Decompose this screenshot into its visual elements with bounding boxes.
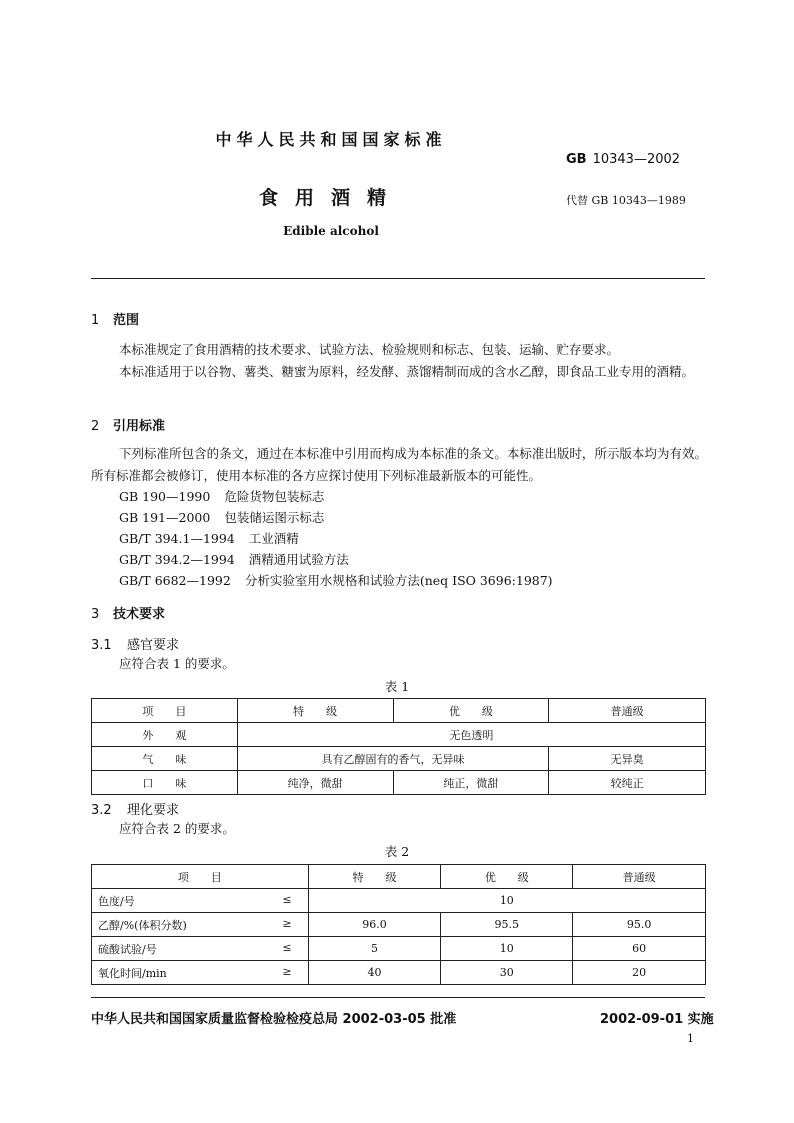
header-cell: 普通级	[573, 865, 706, 889]
value-cell: 95.0	[573, 913, 706, 937]
merged-cell: 具有乙醇固有的香气，无异味	[237, 747, 549, 771]
header-cell: 优 级	[441, 865, 573, 889]
subsection-number: 3.2	[91, 803, 112, 818]
section-title: 范围	[113, 313, 140, 328]
table-2-caption: 表 2	[384, 844, 410, 859]
paragraph-text: 本标准规定了食用酒精的技术要求、试验方法、检验规则和标志、包装、运输、贮存要求。	[119, 342, 620, 357]
effective-date: 2002-09-01 实施	[600, 1012, 714, 1027]
section-number: 2	[91, 419, 100, 434]
table-1-caption: 表 1	[384, 679, 410, 694]
reference-item	[119, 487, 324, 505]
table-header-row	[92, 865, 706, 889]
section-title: 引用标准	[113, 419, 166, 434]
item-label: 色度/号	[98, 894, 135, 908]
issuing-organization: 中华人民共和国国家标准	[215, 130, 447, 149]
header-cell: 项 目	[92, 699, 238, 723]
reference-title: 分析实验室用水规格和试验方法(neq ISO 3696:1987)	[244, 573, 553, 588]
section-title: 技术要求	[113, 607, 166, 622]
merged-cell: 无色透明	[237, 723, 705, 747]
gb-number: 10343—2002	[592, 152, 681, 167]
section-3-heading	[91, 603, 165, 622]
header-cell: 特 级	[237, 699, 393, 723]
approval-statement: 中华人民共和国国家质量监督检验检疫总局 2002-03-05 批准	[91, 1012, 457, 1027]
table-header-row	[92, 699, 706, 723]
merged-cell: 10	[308, 889, 705, 913]
table-row	[92, 961, 706, 985]
item-cell	[92, 937, 309, 961]
value-cell: 纯正，微甜	[393, 771, 549, 795]
reference-code: GB/T 394.2—1994	[119, 552, 235, 567]
item-label: 乙醇/%(体积分数)	[98, 918, 187, 932]
subsection-title: 感官要求	[127, 638, 180, 653]
subsection-number: 3.1	[91, 638, 112, 653]
value-cell: 较纯正	[549, 771, 706, 795]
section-1-heading	[91, 309, 139, 328]
subsection-3-1-text: 应符合表 1 的要求。	[119, 656, 235, 671]
replaces-standard: 代替 GB 10343—1989	[566, 194, 686, 207]
section-2-heading	[91, 415, 165, 434]
value-cell: 96.0	[308, 913, 441, 937]
reference-item	[119, 529, 299, 547]
reference-title: 包装储运图示标志	[224, 510, 325, 525]
item-cell: 口 味	[92, 771, 238, 795]
section-number: 3	[91, 607, 100, 622]
table-row	[92, 913, 706, 937]
section-number: 1	[91, 313, 100, 328]
value-cell: 95.5	[441, 913, 573, 937]
footer-divider	[91, 997, 705, 998]
gb-prefix: GB	[566, 152, 587, 167]
subsection-title: 理化要求	[127, 803, 180, 818]
comparison-symbol: ≥	[282, 964, 292, 978]
value-cell: 60	[573, 937, 706, 961]
value-cell: 纯净，微甜	[237, 771, 393, 795]
table-row	[92, 747, 706, 771]
table-1	[91, 698, 706, 795]
reference-code: GB 191—2000	[119, 510, 211, 525]
subsection-3-2-text: 应符合表 2 的要求。	[119, 821, 235, 836]
paragraph-text: 下列标准所包含的条文，通过在本标准中引用而构成为本标准的条文。本标准出版时，所示版本均为有效。所有标准都会被修订，使用本标准的各方应探讨使用下列标准最新版本的可能性。	[91, 446, 707, 483]
paragraph-text: 本标准适用于以谷物、薯类、糖蜜为原料，经发酵、蒸馏精制而成的含水乙醇，即食品工业专用的酒精。	[119, 364, 695, 379]
header-cell: 普通级	[549, 699, 706, 723]
section-1-paragraph-2	[91, 361, 707, 383]
reference-code: GB/T 6682—1992	[119, 573, 231, 588]
table-2	[91, 864, 706, 985]
item-cell	[92, 961, 309, 985]
reference-item	[119, 571, 553, 589]
header-cell: 项 目	[92, 865, 309, 889]
item-label: 硫酸试验/号	[98, 942, 157, 956]
reference-title: 危险货物包装标志	[224, 489, 325, 504]
subsection-3-1-heading	[91, 634, 179, 653]
value-cell: 无异臭	[549, 747, 706, 771]
item-cell: 外 观	[92, 723, 238, 747]
comparison-symbol: ≤	[282, 940, 292, 954]
section-1-paragraph-1	[91, 339, 707, 361]
item-label: 氧化时间/min	[98, 966, 167, 980]
document-title: 食用酒精	[258, 187, 403, 209]
value-cell: 20	[573, 961, 706, 985]
table-row	[92, 723, 706, 747]
item-cell	[92, 889, 309, 913]
table-row	[92, 937, 706, 961]
reference-item	[119, 508, 324, 526]
table-row	[92, 889, 706, 913]
item-cell	[92, 913, 309, 937]
header-divider	[91, 278, 705, 279]
header-cell: 特 级	[308, 865, 441, 889]
reference-code: GB/T 394.1—1994	[119, 531, 235, 546]
item-cell: 气 味	[92, 747, 238, 771]
comparison-symbol: ≥	[282, 916, 292, 930]
standard-number	[566, 152, 680, 167]
value-cell: 30	[441, 961, 573, 985]
reference-title: 工业酒精	[248, 531, 299, 546]
value-cell: 40	[308, 961, 441, 985]
page-number: 1	[687, 1032, 694, 1045]
reference-code: GB 190—1990	[119, 489, 211, 504]
table-row	[92, 771, 706, 795]
comparison-symbol: ≤	[282, 892, 292, 906]
reference-title: 酒精通用试验方法	[248, 552, 349, 567]
section-2-paragraph	[91, 443, 707, 487]
value-cell: 5	[308, 937, 441, 961]
subsection-3-2-heading	[91, 799, 179, 818]
header-cell: 优 级	[393, 699, 549, 723]
value-cell: 10	[441, 937, 573, 961]
reference-item	[119, 550, 349, 568]
english-title: Edible alcohol	[283, 224, 379, 238]
